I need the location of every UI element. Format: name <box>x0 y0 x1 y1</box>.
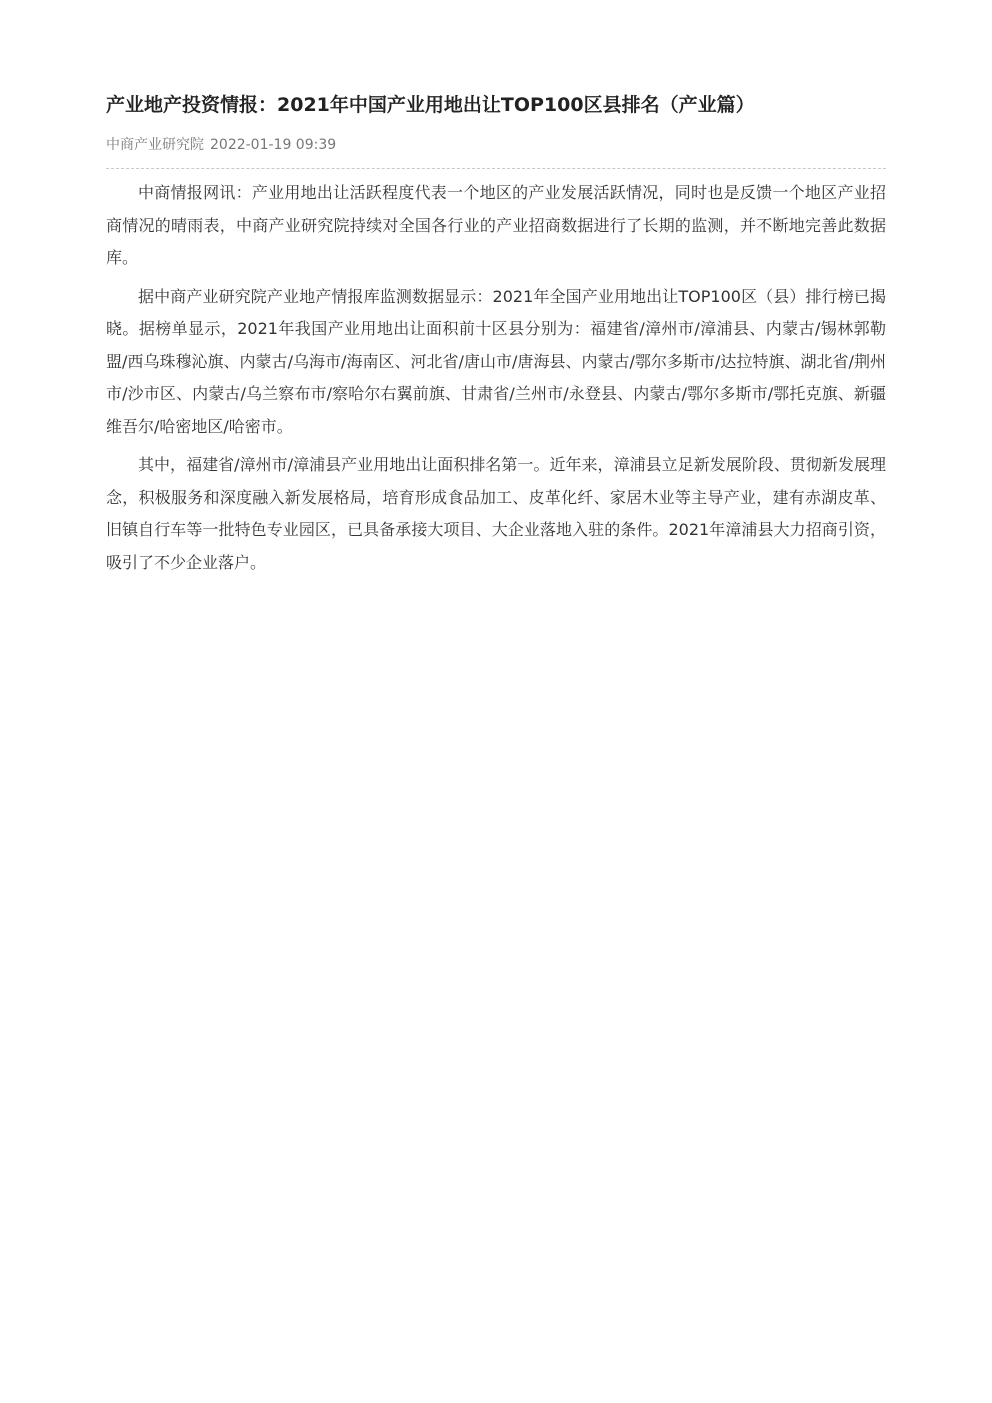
article <box>106 88 886 585</box>
article-body <box>106 177 886 579</box>
article-source: 中商产业研究院 <box>106 137 204 153</box>
article-paragraph-2: 据中商产业研究院产业地产情报库监测数据显示：2021年全国产业用地出让TOP100区（县）排行榜已揭晓。据榜单显示，2021年我国产业用地出让面积前十区县分别为：福建省/漳州市/漳浦县、内蒙古/锡林郭勒盟/西乌珠穆沁旗、内蒙古/乌海市/海南区、河北省/唐山市/唐海县、内蒙古/鄂尔多斯市/达拉特旗、湖北省/荆州市/沙市区、内蒙古/乌兰察布市/察哈尔右翼前旗、甘肃省/兰州市/永登县、内蒙古/鄂尔多斯市/鄂托克旗、新疆维吾尔/哈密地区/哈密市。 <box>106 286 886 436</box>
article-title: 产业地产投资情报：2021年中国产业用地出让TOP100区县排名（产业篇） <box>106 94 755 116</box>
article-meta <box>106 135 886 155</box>
article-paragraph-3: 其中，福建省/漳州市/漳浦县产业用地出让面积排名第一。近年来，漳浦县立足新发展阶段、贯彻新发展理念，积极服务和深度融入新发展格局，培育形成食品加工、皮革化纤、家居木业等主导产业，建有赤湖皮革、旧镇自行车等一批特色专业园区，已具备承接大项目、大企业落地入驻的条件。2021年漳浦县大力招商引资，吸引了不少企业落户。 <box>106 455 886 572</box>
article-datetime: 2022-01-19 09:39 <box>210 137 337 153</box>
title-divider <box>106 168 886 169</box>
article-paragraph-1: 中商情报网讯：产业用地出让活跃程度代表一个地区的产业发展活跃情况，同时也是反馈一个地区产业招商情况的晴雨表，中商产业研究院持续对全国各行业的产业招商数据进行了长期的监测，并不断地完善此数据库。 <box>106 183 886 267</box>
